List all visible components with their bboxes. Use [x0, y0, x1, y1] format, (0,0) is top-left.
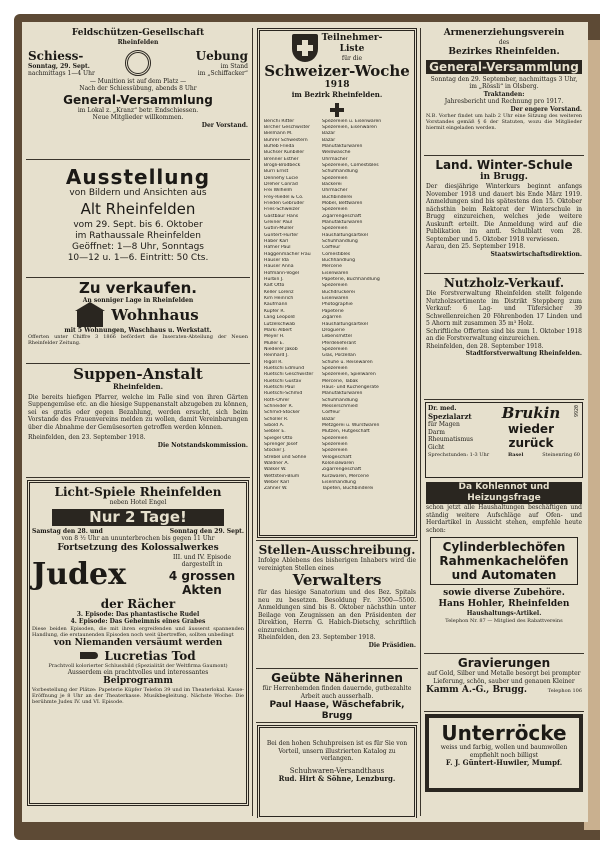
participant-name: Spiegel Otto	[264, 435, 293, 441]
armen-trakt-body: Jahresbericht und Rechnung pro 1917.	[444, 98, 564, 105]
winter-body: Der diesjährige Winterkurs beginnt anfangs November 1918 und dauert bis Ende März 1919. Anmeldungen sind bis spätestens den 15. Oktober nächsthin beim Rektorat der Winterschule in Brugg einzureichen, welches jede weitere Auskunft erteilt. Die Anmeldung wird auf die Publikation im amtl. Schulblatt vom 28. September und 5. Oktober 1918 verwiesen.	[426, 183, 582, 243]
munition-note: — Munition ist auf dem Platz —	[89, 77, 187, 85]
shoe-firm: Rud. Hirt & Söhne, Lenzburg.	[278, 774, 396, 783]
participant-business: Manufakturwaren	[322, 391, 363, 397]
column-middle	[256, 26, 418, 818]
participant-name: Bufleb Frieda	[264, 143, 295, 149]
participant-business: Velogeschäft	[322, 454, 352, 460]
soup-place: Rheinfelden.	[112, 382, 164, 391]
participant-business: Kurzwaren, Mercerie	[322, 473, 369, 479]
doctor-again: wieder	[508, 422, 554, 436]
participant-business: Buchhandlung	[322, 258, 356, 264]
list-for: für die	[341, 55, 363, 62]
lucretia-sub: Prachtvoll kolorierter Schlussbild (Spezialität der Weltfirma Gaumont)	[48, 662, 228, 669]
swiss-shield-icon	[292, 34, 318, 62]
participant-name: Waldner A.	[264, 461, 289, 467]
cinema-title: Licht-Spiele Rheinfelden	[54, 485, 222, 499]
doctor-phone: 9920	[574, 405, 580, 418]
participant-name: Küpfer R.	[264, 308, 285, 314]
participant-business: Spezereien, Eisenwaren	[322, 124, 377, 130]
participant-name: Sibold A.	[264, 423, 285, 428]
schiess-heading: Schiess-	[28, 48, 84, 63]
timber-date: Rheinfelden, den 28. September 1918.	[426, 342, 544, 350]
participant-name: Sprenger Josef	[264, 442, 298, 448]
cinema-sub: neben Hotel Engel	[109, 499, 167, 506]
participant-business: Spezereien u. Eisenwaren	[322, 118, 382, 124]
participant-name: Schmid-Stocker	[264, 410, 300, 416]
petticoat-title: Unterröcke	[441, 721, 567, 745]
ad-teilnehmer-liste	[257, 28, 417, 538]
ad-naeherinnen	[256, 669, 418, 723]
participant-business: Spezereien	[322, 283, 348, 289]
judex-title: Judex	[32, 557, 126, 592]
participant-business: Spezereien, Comestibles	[322, 162, 379, 168]
participant-name: Bührer Schwestern	[264, 137, 308, 143]
participant-business: Tapeten, Buchbinderei	[322, 486, 374, 492]
armen-nb: N.B. Vorher findet um halb 2 Uhr eine Sitzung des weiteren Vorstandes gemäß § 6 der Statuten, wozu die Mitglieder hiermit eingeladen werden.	[426, 113, 582, 131]
participant-business: Bazar	[322, 131, 336, 137]
participant-business: Spezereien	[322, 226, 348, 232]
participant-name: Bircher Geschwister	[264, 124, 310, 130]
episode-2: 4. Episode: Das Geheimnis eines Grabes	[70, 618, 206, 625]
participant-name: Gütlin-Müller	[264, 226, 294, 232]
participant-name: Hürbin J.	[264, 277, 284, 283]
participant-name: Brogli-Brodbeck	[264, 162, 301, 168]
participant-business: Schuhhandlung	[322, 397, 358, 403]
participant-business: Spezereien	[322, 442, 348, 448]
participant-business: Glas, Porzellan	[322, 353, 356, 359]
ad-winterschule	[424, 156, 584, 274]
shoe-line1: Bei den hohen Schuhpreisen ist es für Sie von Vorteil, unsern illustrierten Katalog zu verlangen.	[266, 740, 408, 762]
sale-detail: mit 5 Wohnungen, Waschhaus u. Werkstatt.	[64, 326, 212, 334]
participant-business: Spezereien	[322, 365, 348, 371]
participant-name: Meyer H.	[264, 334, 285, 340]
column-rule-2	[420, 28, 421, 816]
ad-suppen	[26, 364, 250, 478]
participant-business: Buchbinderei	[322, 194, 353, 200]
participant-business: Uhrmacher	[322, 188, 348, 194]
participant-business: Messerschmied	[322, 403, 358, 409]
ad-stellen	[256, 540, 418, 669]
members-line: Neue Mitglieder willkommen.	[92, 114, 184, 121]
ad-nutzholz	[424, 274, 584, 400]
soup-date: Rheinfelden, den 23. September 1918.	[28, 434, 146, 441]
judex-episode: III. und IV. Episode	[172, 553, 232, 561]
ad-ausstellung	[26, 160, 250, 278]
armen-when: Sonntag den 29. September, nachmittags 3 Uhr, im „Rössli“ in Olsberg.	[430, 75, 578, 90]
ad-armenverein	[424, 26, 584, 156]
participant-name: Greiner Paul	[264, 220, 293, 225]
timber-sign: Stadtforstverwaltung Rheinfelden.	[465, 350, 582, 357]
house-heading: Wohnhaus	[111, 306, 199, 324]
participant-business: Eisenhandlung	[322, 480, 356, 486]
participant-business: Haushaltungsartikel	[322, 321, 368, 327]
participant-business: Bazar	[322, 137, 336, 143]
product-2: Rahmenkachelöfen	[439, 554, 569, 568]
coal-body: schon jetzt alle Haushaltungen beschäftigen und ständig weitere Aufschläge auf Ofen- und Herdartikel in Aussicht stehen, empfehle heute schon:	[426, 504, 582, 534]
participant-business: Manufakturwaren	[322, 220, 363, 225]
participant-business: Mützen, Hutgeschäft	[322, 429, 370, 435]
ad-gravierungen	[424, 654, 584, 712]
participant-business: Spezereien	[322, 346, 348, 352]
participant-name: Märki Albert	[264, 327, 292, 333]
cinema-fort: Fortsetzung des Kolossalwerkes	[57, 542, 219, 553]
job-intro: Infolge Ablebens des bisherigen Inhabers wird die vereinigten Stellen eines	[258, 557, 416, 572]
uebung-heading: Uebung	[195, 48, 248, 63]
participant-business: Coiffeur	[322, 245, 341, 251]
participant-name: Haggenmacher Frau	[264, 251, 311, 257]
exhibition-fee: 10—12 u. 1—6. Eintritt: 50 Cts.	[67, 253, 209, 263]
participant-name: Buchser Kunbiller	[264, 150, 305, 156]
exhibition-title: Ausstellung	[65, 165, 211, 189]
participant-name: Frieden Gebrüder	[264, 200, 305, 206]
participant-business: Papeterie	[322, 308, 344, 314]
lucretia-title: Lucretias Tod	[104, 648, 196, 663]
cinema-footer: Vorbestellung der Plätze: Papeterie Küpfer Telefon 39 und im Theaterlokal. Kasse-Eröffnung je 8 Uhr an der Theaterkasse. Musikbegleitung. Nächste Woche: Die berühmte Judex IV. und VI. Episode.	[32, 687, 244, 705]
seamstress-firm: Paul Haase, Wäschefabrik, Brugg	[269, 700, 405, 721]
cross-icon	[330, 103, 344, 117]
job-date: Rheinfelden, den 23. September 1918.	[258, 634, 376, 641]
participant-name: Walker W.	[264, 467, 287, 473]
cinema-days: Nur 2 Tage!	[52, 509, 224, 526]
armen-trakt: Traktanden:	[483, 90, 525, 98]
stand-line: im Stand	[220, 62, 248, 70]
job-title: Stellen-Ausschreibung.	[258, 543, 416, 557]
engraving-tel: Telephon 106	[547, 688, 582, 694]
exhibition-venue: im Rathaussale Rheinfelden	[75, 231, 201, 241]
judex-acts: 4 grossen Akten	[168, 568, 236, 597]
participant-name: Keller Lorenz	[264, 289, 294, 295]
participant-name: Siebler E.	[264, 429, 286, 435]
exhibition-town: Alt Rheinfelden	[80, 200, 196, 218]
winter-place: in Brugg.	[480, 172, 528, 182]
sale-title: Zu verkaufen.	[79, 279, 197, 297]
doctor-city: Basel	[508, 452, 524, 458]
participant-business: Bazar	[322, 416, 336, 422]
job-position: Verwalters	[292, 571, 382, 589]
participant-business: Buchdruckerei	[322, 289, 355, 295]
participant-business: Uhrmacher	[322, 156, 348, 162]
armen-assembly: General-Versammlung	[426, 60, 582, 74]
swiss-week-district: im Bezirk Rheinfelden.	[291, 89, 383, 99]
swiss-week-year: 1918	[324, 79, 350, 90]
job-body: für das hiesige Sanatorium und des Bez. Spitals neu zu besetzen. Besoldung Fr. 3500—5500. Anmeldungen sind bis 8. Oktober nächsthin unter Beilage von Zeugnissen an den Präsidenten der Direktion, Herrn G. Habich-Dietschy, schriftlich einzureichen.	[258, 589, 416, 634]
seamstress-body: für Herrenhemden finden dauernde, gutbezahlte Arbeit auch ausserhalb.	[262, 685, 412, 700]
participant-name: Zahner W.	[264, 486, 288, 492]
participant-business: Eisenwaren	[322, 270, 349, 276]
exhibition-dates: vom 29. Sept. bis 6. Oktober	[73, 220, 203, 230]
armen-district: Bezirkes Rheinfelden.	[448, 46, 560, 57]
participant-name: Roth-Ohrer	[264, 397, 290, 403]
product-3: und Automaten	[451, 568, 557, 582]
newspaper-page	[22, 22, 588, 822]
participant-name: Hofmann-Vogel	[264, 270, 299, 276]
participant-business: Photographie	[322, 302, 353, 308]
job-sign: Die Präsidien.	[368, 641, 416, 649]
doctor-title: Dr. med.	[428, 405, 457, 412]
participant-name: Bielmann M.	[264, 131, 293, 137]
cinema-programme: Beiprogramm	[103, 676, 173, 686]
cinema-date-left: Samstag den 28. und	[32, 527, 103, 535]
house-icon	[77, 311, 103, 327]
doctor-back: zurück	[508, 436, 554, 450]
judex-shown: dargestellt in	[181, 561, 223, 568]
participant-business: Spezereien	[322, 175, 348, 181]
shoe-line2: Schuhwaren-Versandthaus	[289, 766, 385, 775]
signature: Der Vorstand.	[201, 121, 248, 129]
ad-verkaufen	[26, 278, 250, 364]
judex-subtitle: der Rächer	[100, 596, 176, 611]
ad-lichtspiele	[27, 480, 249, 806]
location-line: im „Schiffacker“	[197, 70, 248, 77]
participant-name: Hauser Ida	[264, 258, 289, 264]
participant-business: Manufakturwaren	[322, 143, 363, 149]
doctor-spec: Spezialarzt	[428, 411, 472, 421]
participant-name: Schöller R.	[264, 416, 289, 422]
participant-business: Spezereien	[322, 207, 348, 213]
soup-body: Die bereits hiefigen Pfarrer, welche im Falle sind von ihren Gärten Suppengemüse etc. an die hiesige Suppenanstalt abzugeben zu können, sei es gratis oder gegen Bezahlung, werden ersucht, sich beim Vorstande des Frauenvereins melden zu wollen, damit Vereinbarungen über die Abnahme der Gemüsesorten getroffen werden können.	[28, 393, 248, 431]
exhibition-line1: von Bildern und Ansichten aus	[69, 188, 207, 198]
sale-sub: An sonniger Lage in Rheinfelden	[82, 297, 194, 304]
participant-business: Pferdelieferant	[322, 340, 357, 346]
participant-name: Dreher Conrad	[264, 181, 298, 187]
engraving-body: auf Gold, Silber und Metalle besorgt bei prompter Lieferung, schön, sauber und genauen Kleiner	[427, 670, 581, 685]
participant-name: Lützelschwab	[264, 321, 296, 327]
participant-name: Wettstein-Blum	[264, 473, 300, 479]
cinema-plot: Diese beiden Episoden, die mit ihren ergreifenden und äusserst spannenden Handlung, die erstaunenden Episoden noch weit übertreffen, sollten unbedingt	[32, 625, 244, 638]
participant-business: Eisenwaren	[322, 296, 349, 302]
participant-business: Weißwäsche	[322, 150, 351, 156]
participant-name: Rüetschi Paul	[264, 384, 295, 390]
participant-business: Zigarrengeschäft	[322, 467, 362, 473]
participant-business: Coiffeur	[322, 410, 341, 416]
cinema-must-see: von Niemanden versäumt werden	[53, 637, 223, 648]
doctor-name: Brukin	[501, 404, 561, 422]
ad-kohlennot	[424, 480, 584, 654]
ad-feldschuetzen	[26, 26, 250, 160]
product-1: Cylinderblechöfen	[442, 540, 566, 554]
doctor-stomach: für Magen	[428, 421, 460, 428]
participant-name: Rüetschi Gustav	[264, 378, 302, 384]
ad-title: Feldschützen-Gesellschaft	[71, 28, 205, 38]
timber-title: Nutzholz-Verkauf.	[443, 276, 565, 290]
participant-business: Spezereien	[322, 448, 348, 454]
soup-sign: Die Notstandskommission.	[157, 441, 248, 449]
episode-1: 3. Episode: Das phantastische Rudel	[76, 610, 200, 618]
armen-title: Armenerziehungsverein	[443, 28, 565, 38]
swiss-week-title: Schweizer-Woche	[264, 61, 410, 80]
coal-firm: Hans Hohler, Rheinfelden	[438, 599, 570, 609]
column-rule-1	[252, 28, 253, 816]
participant-business: Metzgerei u. Wurstwaren	[322, 423, 380, 428]
ad-unterroecke	[425, 714, 583, 792]
participant-business: Mercerie, Tabak	[322, 378, 359, 384]
list-title-2: Liste	[339, 44, 365, 54]
participant-business: Haus- und Küchengeräte	[322, 384, 379, 390]
doctor-street: Steinenring 60	[542, 452, 580, 458]
engraving-firm: Kamm A.-G., Brugg.	[426, 685, 528, 695]
participant-name: Güntert-Hurter	[264, 232, 299, 238]
participant-name: Berichi Ritter	[264, 118, 295, 124]
winter-date: Aarau, den 25. September 1918.	[426, 243, 526, 250]
after-note: Nach der Schiessübung, abends 8 Uhr	[79, 85, 197, 92]
participant-name: Rüetschi Edmund	[264, 365, 305, 371]
winter-sign: Staatswirtschaftsdirektion.	[490, 250, 582, 258]
participant-name: Hauser Anna	[264, 264, 294, 270]
participant-name: Rüetschi Geschwister	[264, 372, 314, 378]
participant-name: Strebel und Söhne	[264, 454, 307, 460]
coal-extras: sowie diverse Zubehöre.	[443, 588, 565, 598]
participant-business: Schuhhandlung	[322, 169, 358, 175]
participant-business: Droguerie	[322, 327, 345, 333]
soup-title: Suppen-Anstalt	[73, 365, 203, 383]
armen-sign: Der engere Vorstand.	[510, 105, 582, 113]
participant-name: Haber Karl	[264, 239, 289, 245]
ad-arzt	[425, 402, 583, 478]
participant-business: Mercerie	[322, 264, 342, 270]
participant-name: Reinhard J.	[264, 353, 289, 359]
time-line: nachmittags 1—4 Uhr	[28, 70, 95, 77]
participant-name: Kaufmann	[264, 302, 288, 308]
participant-name: Niederer Jakob	[264, 346, 298, 352]
participant-business: Schuhe u. Reisewaren	[322, 359, 373, 365]
participant-name: Rüetschi-Schmid	[264, 391, 303, 397]
participant-business: Schuhhandlung	[322, 239, 358, 245]
participant-business: Comestibles	[322, 251, 351, 257]
cinema-date-right: Sonntag den 29. Sept.	[169, 527, 244, 535]
list-title-1: Teilnehmer-	[321, 33, 383, 43]
participant-name: Stocker J.	[264, 448, 286, 454]
participant-business: Lebensmittel	[322, 334, 352, 340]
participant-business: Papeterie, Buchhandlung	[322, 277, 380, 283]
participant-list	[262, 119, 412, 493]
participant-business: Kolonialwaren	[322, 461, 355, 467]
exhibition-hours: Geöffnet: 1—8 Uhr, Sonntags	[72, 242, 204, 252]
ad-schuhwaren	[257, 725, 417, 818]
participant-business: Spezereien	[322, 435, 348, 441]
participant-business: Möbel, Bettwaren	[322, 200, 363, 206]
doctor-hours: Sprechstunden: 1-3 Uhr	[428, 452, 490, 458]
cinema-times: von 8 ½ Uhr an ununterbrochen bis gegen 11 Uhr	[61, 535, 215, 542]
armen-des: des	[498, 39, 510, 46]
doctor-bowel: Darm	[428, 428, 445, 436]
participant-name: Müller E.	[264, 340, 284, 346]
participant-name: Schneider R.	[264, 403, 293, 409]
lokal-line: im Lokal z. „Kranz“ betr. Endschiessen.	[77, 106, 199, 114]
participant-business: Spezereien, Spielwaren	[322, 372, 376, 378]
petticoat-firm: F. J. Güntert-Huwiler, Mumpf.	[445, 758, 563, 767]
participant-name: Weber Karl	[264, 480, 290, 486]
column-left	[26, 26, 250, 818]
participant-name: Dennehy Lucie	[264, 175, 299, 181]
participant-name: Burri Ernst	[264, 169, 289, 175]
participant-name: Rigoll R.	[264, 359, 283, 365]
participant-business: Haushaltungsartikel	[322, 232, 368, 238]
coal-products-box	[430, 537, 578, 585]
participant-name: Kim Heinrich	[264, 296, 294, 302]
participant-name: Frei Wilhelm	[264, 188, 293, 194]
participant-row	[264, 486, 410, 492]
timber-body: Die Forstverwaltung Rheinfelden stellt folgende Nutzholzsortimente im Distrikt Steppberg zum Verkauf: 6 Lag- und Tüfersicher 39 Schwellenreichen 20 Föhrenboden 17 Linden und 5 Ahorn mit zusammen 35 m³ Holz.	[426, 290, 582, 327]
column-right	[424, 26, 584, 818]
cinema-extra: Ausserdem ein prachtvolles und interessantes	[67, 668, 209, 676]
participant-name: Brenner Esther	[264, 156, 299, 162]
participant-name: Lang Leopold	[264, 315, 295, 321]
doctor-gout: Gicht	[428, 443, 445, 451]
sale-offer: Offerten unter Chiffre 3 1866 befördert die Inseraten-Abteilung der Neuen Rheinfelder Zeitung.	[28, 334, 248, 346]
participant-name: Fries-Schweizer	[264, 207, 300, 213]
participant-name: Frey-Riedel & Co.	[264, 194, 304, 200]
coal-firm-sub: Haushaltungs-Artikel.	[466, 610, 542, 617]
participant-business: Bäckerei	[322, 181, 342, 187]
coal-tel: Telephon Nr. 87 — Mitglied des Rabattvereins	[445, 617, 563, 624]
participant-name: Kalt Otto	[264, 283, 285, 289]
assembly-heading: General-Versammlung	[63, 92, 213, 107]
target-icon	[125, 50, 151, 76]
seamstress-title: Geübte Näherinnen	[271, 671, 403, 685]
participant-name: Gastbaur Hans	[264, 213, 299, 219]
winter-title: Land. Winter-Schule	[435, 158, 573, 172]
timber-offers: Schriftliche Offerten sind bis zum 1. Oktober 1918 an die Forstverwaltung einzureichen.	[426, 327, 582, 342]
participant-name: Hafner Paul	[264, 245, 291, 251]
date-line: Sonntag, 29. Sept.	[28, 62, 90, 70]
doctor-rheuma: Rheumatismus	[428, 436, 474, 443]
petticoat-body: weiss und farbig, wollen und baumwollen empfiehlt noch billigst	[440, 744, 568, 759]
participant-business: Zigarrengeschäft	[322, 213, 362, 219]
coal-title: Da Kohlennot und Heizungsfrage	[426, 482, 582, 504]
ad-place: Rheinfelden	[117, 39, 159, 46]
pointing-hand-icon	[80, 652, 98, 659]
engraving-title: Gravierungen	[457, 656, 551, 670]
participant-business: Zigarren	[322, 315, 342, 321]
